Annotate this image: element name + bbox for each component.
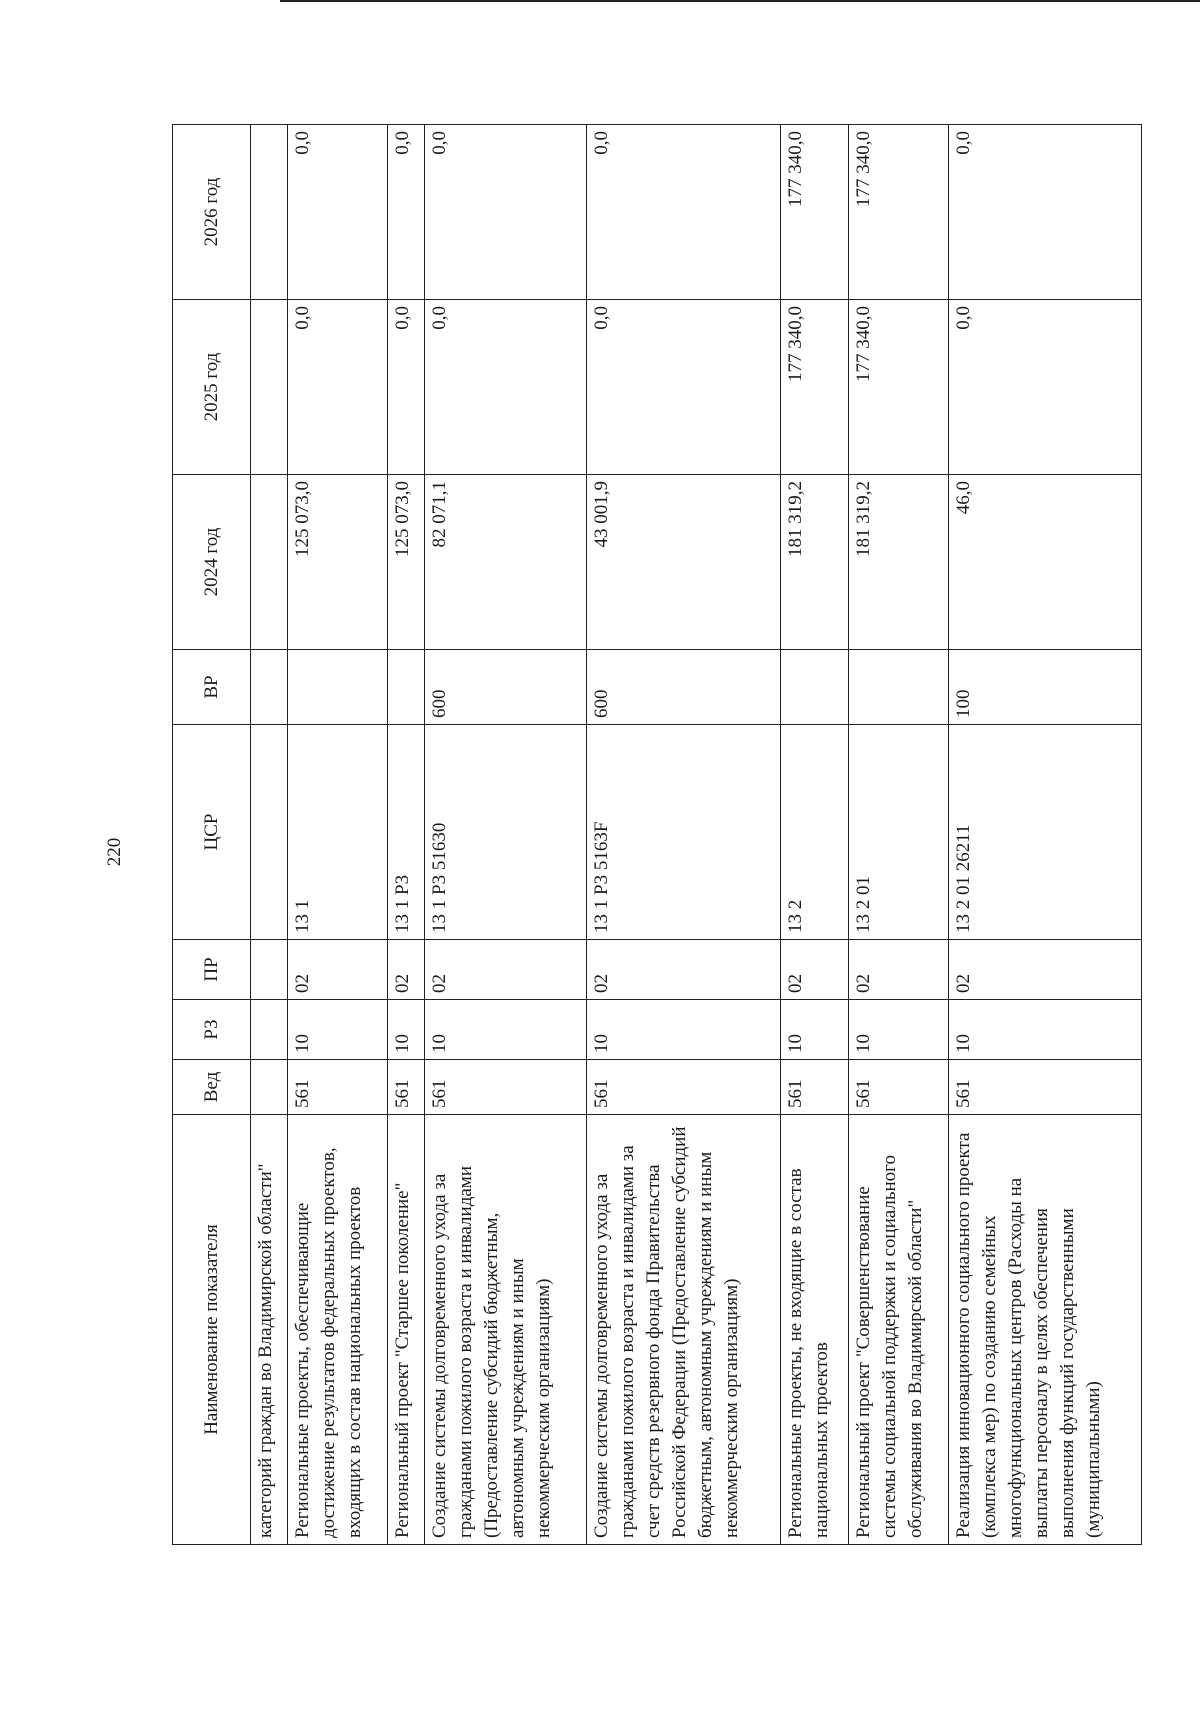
header-2025: 2025 год: [173, 300, 251, 475]
cell-rz: [251, 1000, 288, 1060]
cell-2025: 0,0: [387, 300, 424, 475]
cell-ved: 561: [948, 1060, 1141, 1115]
cell-vr: [780, 650, 848, 725]
cell-csr: [251, 725, 288, 940]
cell-name: Реализация инновационного социального проекта (комплекса мер) по созданию семейных многофункциональных центров (Расходы на выплаты персоналу в целях обеспечения выполнения функций государственными (муниципальными): [948, 1115, 1141, 1545]
header-pr: ПР: [173, 940, 251, 1000]
cell-2026: 177 340,0: [848, 125, 948, 300]
cell-ved: 561: [387, 1060, 424, 1115]
page-number: 220: [104, 837, 125, 867]
cell-pr: 02: [387, 940, 424, 1000]
cell-2025: 0,0: [425, 300, 587, 475]
cell-name: Региональный проект "Старшее поколение": [387, 1115, 424, 1545]
cell-2025: 0,0: [948, 300, 1141, 475]
table-row: [425, 125, 587, 1545]
cell-2024: 181 319,2: [780, 475, 848, 650]
cell-2024: [251, 475, 288, 650]
header-rz: РЗ: [173, 1000, 251, 1060]
header-csr: ЦСР: [173, 725, 251, 940]
cell-pr: 02: [780, 940, 848, 1000]
rotated-table-container: [172, 125, 1142, 1545]
cell-2026: 0,0: [948, 125, 1141, 300]
header-vr: ВР: [173, 650, 251, 725]
header-2026: 2026 год: [173, 125, 251, 300]
cell-csr: 13 2 01: [848, 725, 948, 940]
cell-2024: 125 073,0: [387, 475, 424, 650]
cell-vr: [848, 650, 948, 725]
cell-pr: 02: [587, 940, 780, 1000]
cell-2025: [251, 300, 288, 475]
cell-rz: 10: [387, 1000, 424, 1060]
cell-2025: 177 340,0: [780, 300, 848, 475]
budget-table: [172, 124, 1142, 1545]
cell-csr: 13 2 01 26211: [948, 725, 1141, 940]
cell-2024: 46,0: [948, 475, 1141, 650]
cell-vr: [387, 650, 424, 725]
header-name: Наименование показателя: [173, 1115, 251, 1545]
cell-pr: 02: [425, 940, 587, 1000]
cell-name: Региональный проект "Совершенствование системы социальной поддержки и социального обслуживания во Владимирской области": [848, 1115, 948, 1545]
cell-ved: 561: [587, 1060, 780, 1115]
cell-vr: [288, 650, 388, 725]
cell-2026: [251, 125, 288, 300]
cell-name: категорий граждан во Владимирской области": [251, 1115, 288, 1545]
cell-2026: 0,0: [587, 125, 780, 300]
cell-csr: 13 1: [288, 725, 388, 940]
cell-ved: 561: [780, 1060, 848, 1115]
cell-rz: 10: [288, 1000, 388, 1060]
cell-ved: [251, 1060, 288, 1115]
table-row: [288, 125, 388, 1545]
cell-csr: 13 1 Р3 5163F: [587, 725, 780, 940]
cell-vr: 600: [587, 650, 780, 725]
cell-2024: 181 319,2: [848, 475, 948, 650]
cell-vr: 600: [425, 650, 587, 725]
cell-ved: 561: [848, 1060, 948, 1115]
cell-2025: 0,0: [587, 300, 780, 475]
cell-rz: 10: [948, 1000, 1141, 1060]
header-ved: Вед: [173, 1060, 251, 1115]
cell-2026: 0,0: [387, 125, 424, 300]
cell-2025: 0,0: [288, 300, 388, 475]
table-row: [587, 125, 780, 1545]
cell-vr: 100: [948, 650, 1141, 725]
cell-2024: 82 071,1: [425, 475, 587, 650]
cell-pr: 02: [848, 940, 948, 1000]
table-row: [848, 125, 948, 1545]
cell-name: Региональные проекты, не входящие в состав национальных проектов: [780, 1115, 848, 1545]
cell-rz: 10: [780, 1000, 848, 1060]
cell-name: Создание системы долговременного ухода за гражданами пожилого возраста и инвалидами (Предоставление субсидий бюджетным, автономным учреждениям и иным некоммерческим организациям): [425, 1115, 587, 1545]
header-2024: 2024 год: [173, 475, 251, 650]
cell-pr: [251, 940, 288, 1000]
cell-pr: 02: [948, 940, 1141, 1000]
cell-2024: 125 073,0: [288, 475, 388, 650]
cell-2024: 43 001,9: [587, 475, 780, 650]
cell-pr: 02: [288, 940, 388, 1000]
cell-csr: 13 1 Р3 51630: [425, 725, 587, 940]
table-row: [780, 125, 848, 1545]
cell-csr: 13 1 Р3: [387, 725, 424, 940]
top-rule: [280, 0, 1200, 2]
table-row: [948, 125, 1141, 1545]
cell-ved: 561: [288, 1060, 388, 1115]
cell-2026: 0,0: [425, 125, 587, 300]
cell-vr: [251, 650, 288, 725]
cell-rz: 10: [425, 1000, 587, 1060]
cell-csr: 13 2: [780, 725, 848, 940]
table-row: [387, 125, 424, 1545]
cell-2026: 0,0: [288, 125, 388, 300]
cell-rz: 10: [587, 1000, 780, 1060]
table-row: [251, 125, 288, 1545]
cell-name: Создание системы долговременного ухода за гражданами пожилого возраста и инвалидами за счет средств резервного фонда Правительства Российской Федерации (Предоставление субсидий бюджетным, автономным учреждениям и иным некоммерческим организациям): [587, 1115, 780, 1545]
table-header-row: [173, 125, 251, 1545]
cell-ved: 561: [425, 1060, 587, 1115]
cell-name: Региональные проекты, обеспечивающие достижение результатов федеральных проектов, входящих в состав национальных проектов: [288, 1115, 388, 1545]
cell-2025: 177 340,0: [848, 300, 948, 475]
cell-2026: 177 340,0: [780, 125, 848, 300]
cell-rz: 10: [848, 1000, 948, 1060]
